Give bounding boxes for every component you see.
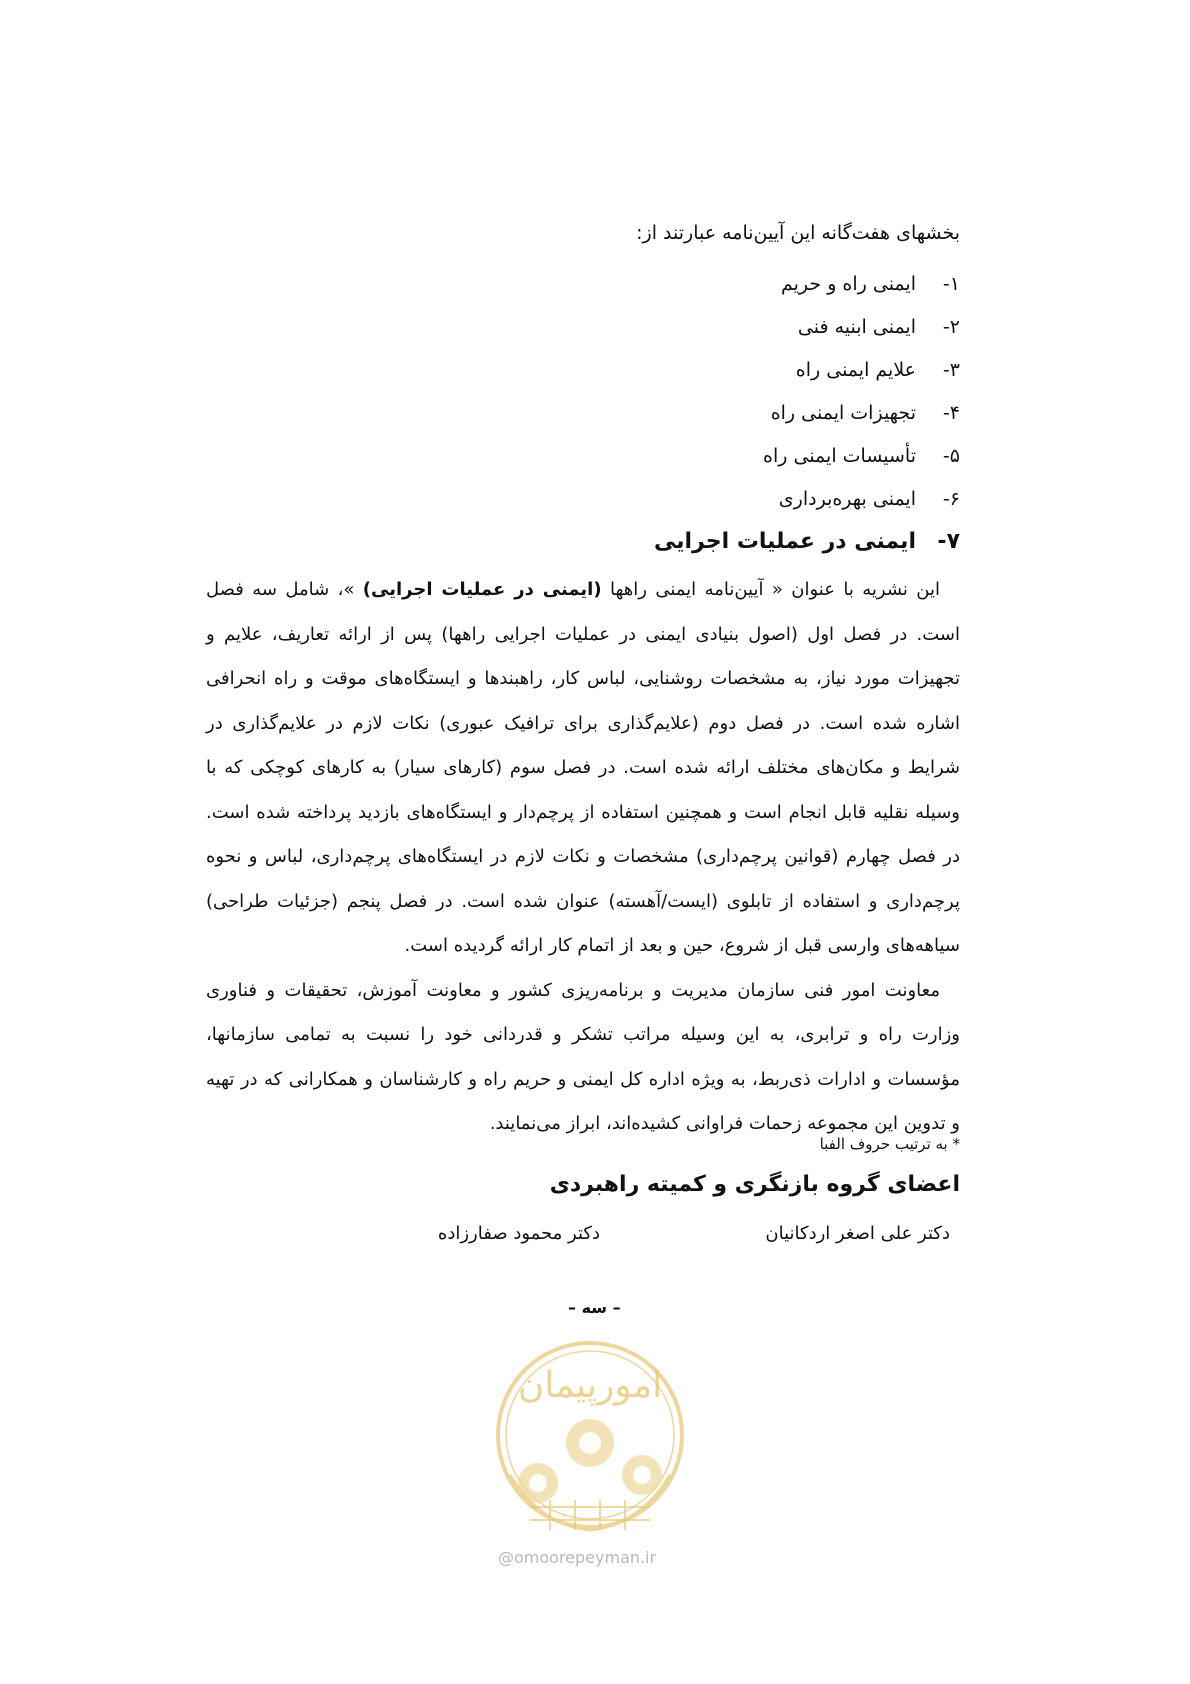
watermark-site: @omoorepeyman.ir <box>498 1548 657 1567</box>
list-item-title: تأسیسات ایمنی راه <box>763 444 916 467</box>
list-item-number: ۵- <box>942 444 960 467</box>
list-item-title: ایمنی در عملیات اجرایی <box>654 529 916 554</box>
watermark-logo-icon <box>480 1325 700 1560</box>
intro-text: بخشهای هفت‌گانه این آیین‌نامه عبارتند از: <box>636 222 960 244</box>
paragraph-acknowledgement: معاونت امور فنی سازمان مدیریت و برنامه‌ریزی کشور و معاونت آموزش، تحقیقات و فناوری وزارت راه و ترابری، به این وسیله مراتب تشکر و قدردانی خود را نسبت به تمامی سازمانها، مؤسسات و ادارات ذی‌ربط، به ویژه اداره کل ایمنی و حریم راه و کارشناسان و همکارانی که در تهیه و تدوین این مجموعه زحمات فراوانی کشیده‌اند، ابراز می‌نمایند. <box>206 979 960 1134</box>
list-item <box>654 305 960 348</box>
list-item-number: ۷- <box>937 529 960 554</box>
sections-list <box>654 262 960 564</box>
paragraph-overview <box>206 568 960 969</box>
list-item-number: ۲- <box>942 315 960 338</box>
list-item-number: ۱- <box>942 272 960 295</box>
list-item-title: ایمنی ابنیه فنی <box>797 315 916 338</box>
list-item-title: علایم ایمنی راه <box>795 358 916 381</box>
list-item-number: ۴- <box>942 401 960 424</box>
list-item <box>654 434 960 477</box>
footnote: * به ترتیب حروف الفبا <box>819 1135 960 1153</box>
committee-member: دکتر علی اصغر اردکانیان <box>765 1223 950 1244</box>
page-number: – سه – <box>568 1298 621 1317</box>
list-item-title: ایمنی راه و حریم <box>781 272 916 295</box>
list-item <box>654 477 960 520</box>
list-item-highlighted <box>654 520 960 564</box>
list-item <box>654 348 960 391</box>
watermark-site-text: omoorepeyman.ir <box>514 1548 657 1567</box>
body-text <box>206 568 960 1147</box>
list-item-title: ایمنی بهره‌برداری <box>778 487 916 510</box>
list-item-title: تجهیزات ایمنی راه <box>770 401 916 424</box>
paragraph-bold-title: (ایمنی در عملیات اجرایی) <box>362 579 602 600</box>
list-item <box>654 391 960 434</box>
watermark-logo-text: امورپیمان <box>517 1365 663 1406</box>
committee-title: اعضای گروه بازنگری و کمیته راهبردی <box>549 1172 960 1197</box>
list-item-number: ۶- <box>942 487 960 510</box>
list-item <box>654 262 960 305</box>
paragraph-text: این نشریه با عنوان « آیین‌نامه ایمنی راهها <box>601 579 941 600</box>
committee-member: دکتر محمود صفارزاده <box>437 1223 600 1244</box>
paragraph-text: »، شامل سه فصل است. در فصل اول (اصول بنیادی ایمنی در عملیات اجرایی راهها) پس از ارائه تعاریف، علایم و تجهیزات مورد نیاز، به مشخصات روشنایی، لباس کار، راهبندها و ایستگاه‌های موقت و راه انحرافی اشاره شده است. در فصل دوم (علایم‌گذاری برای ترافیک عبوری) نکات لازم در علایم‌گذاری در شرایط و مکان‌های مختلف ارائه شده است. در فصل سوم (کارهای سیار) به کارهای کوچکی که با وسیله نقلیه قابل انجام است و همچنین استفاده از پرچم‌دار و ایستگاه‌های بازدید پرداخته شده است. در فصل چهارم (قوانین پرچم‌داری) مشخصات و نکات لازم در ایستگاه‌های پرچم‌داری، لباس و نحوه پرچم‌داری و استفاده از تابلوی (ایست/آهسته) عنوان شده است. در فصل پنجم (جزئیات طراحی) سیاهه‌های وارسی قبل از شروع، حین و بعد از اتمام کار ارائه گردیده است. <box>206 579 960 956</box>
list-item-number: ۳- <box>942 358 960 381</box>
